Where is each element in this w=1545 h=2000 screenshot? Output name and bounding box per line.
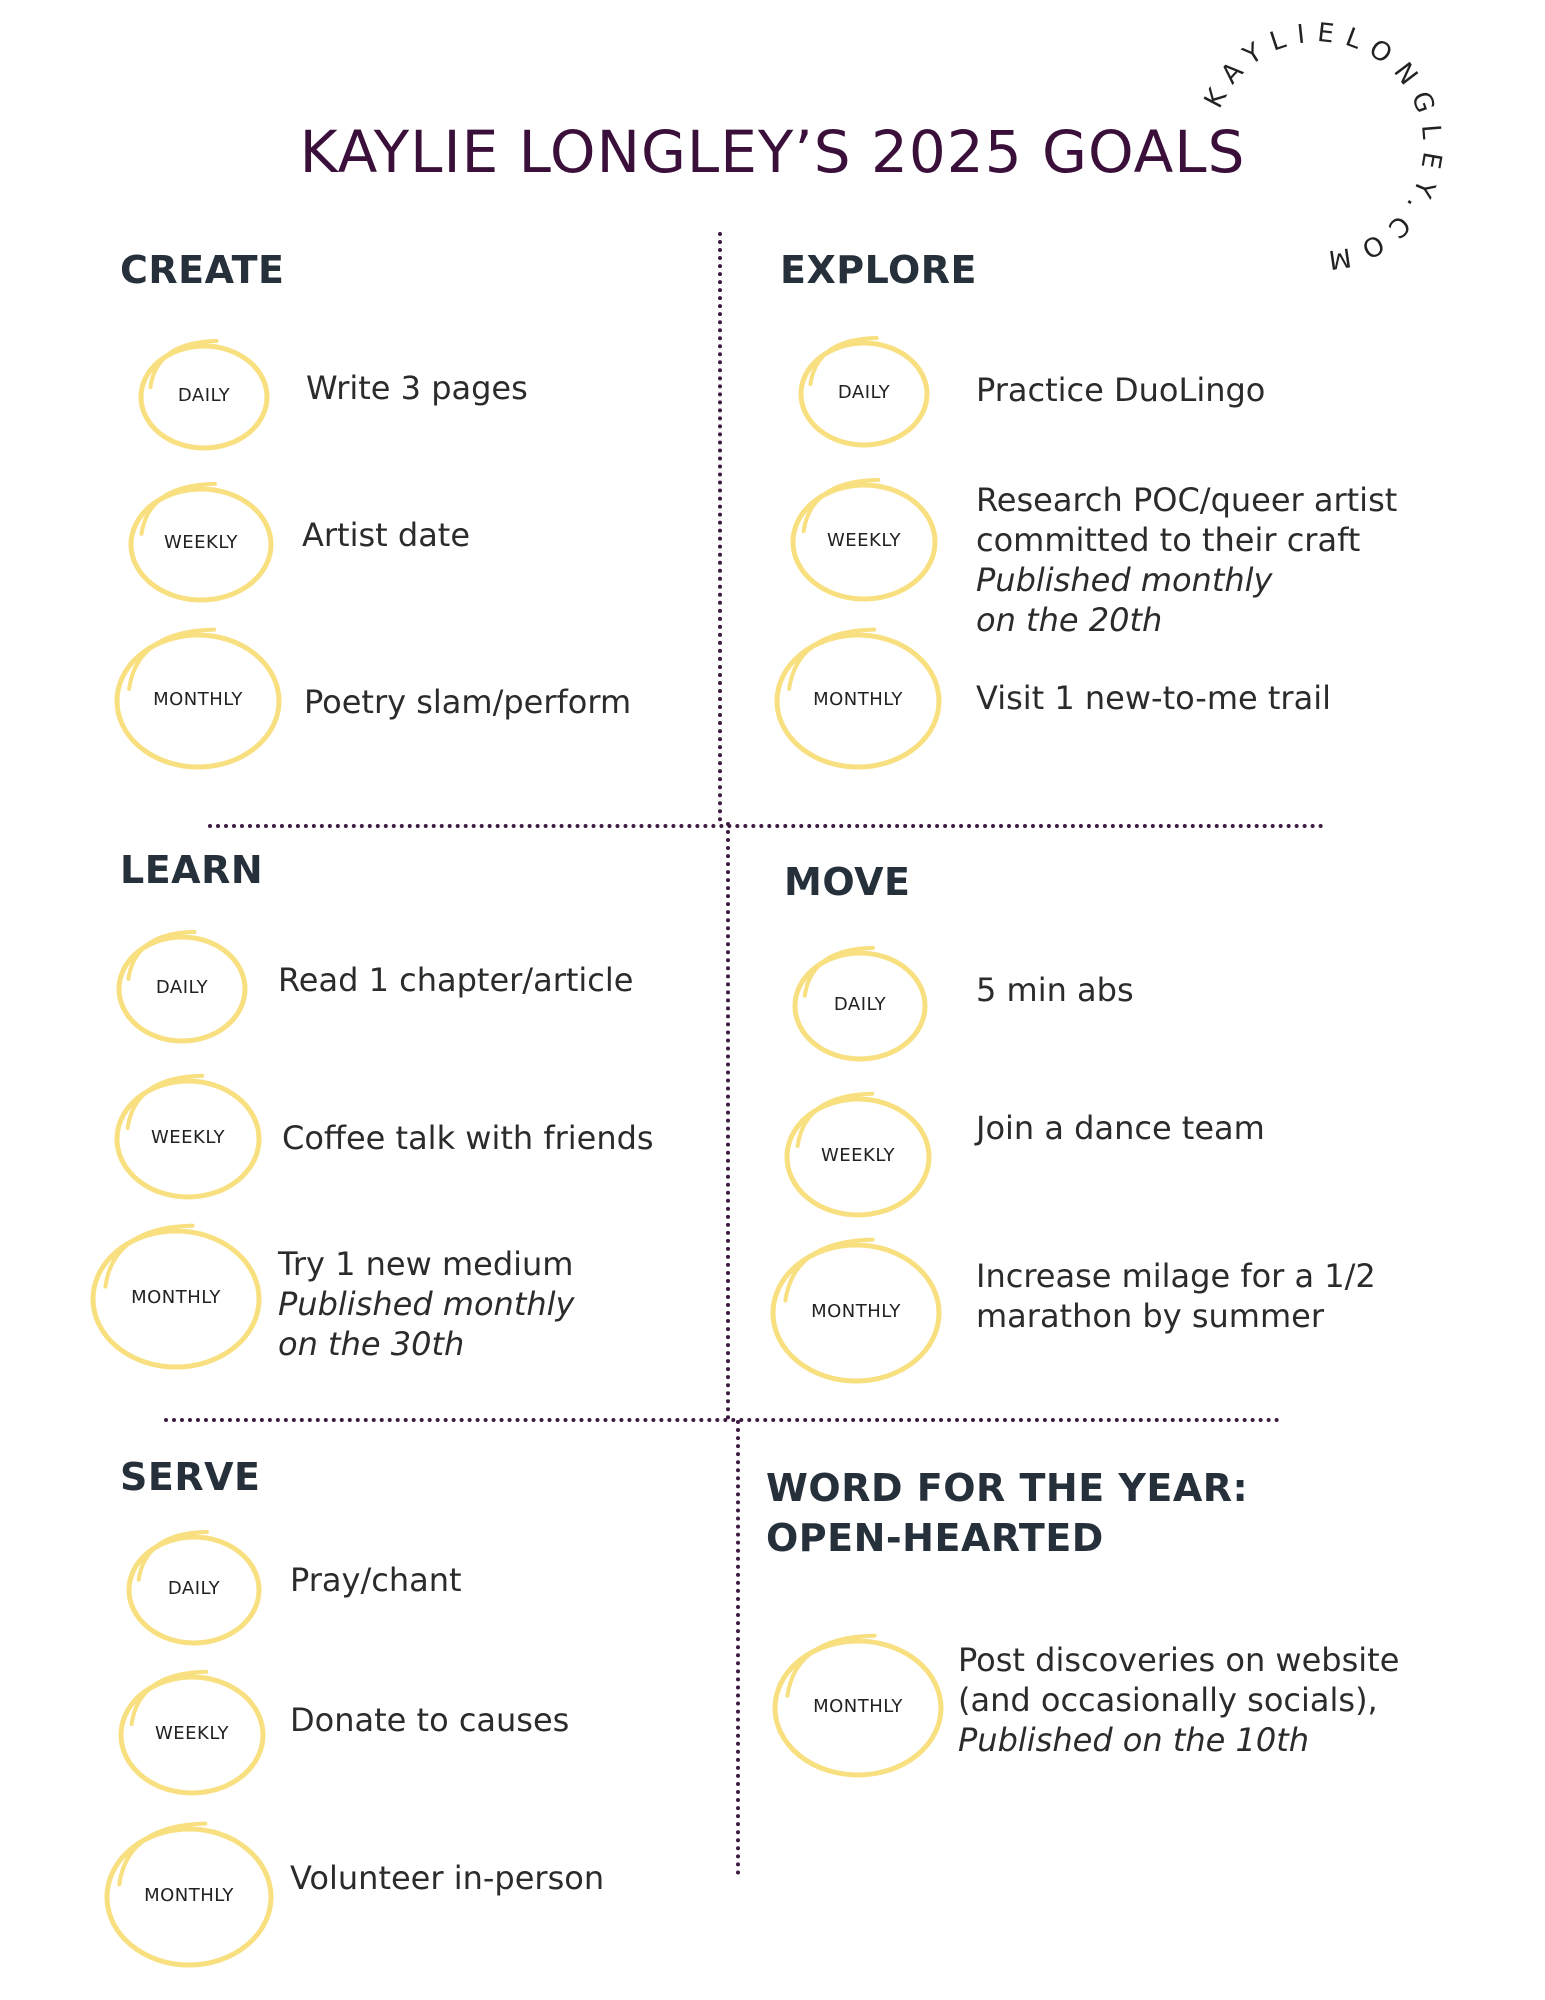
section-explore bbox=[780, 245, 977, 295]
frequency-label: MONTHLY bbox=[811, 1300, 901, 1322]
frequency-label: MONTHLY bbox=[144, 1884, 234, 1906]
frequency-label: WEEKLY bbox=[821, 1144, 895, 1166]
goal-text-line: Research POC/queer artist bbox=[976, 481, 1398, 519]
goal-note-line: Published on the 10th bbox=[958, 1721, 1310, 1759]
vertical-divider-top bbox=[718, 232, 722, 822]
frequency-ring bbox=[796, 334, 932, 450]
section-heading-word-line-1: WORD FOR THE YEAR: bbox=[766, 1466, 1249, 1510]
section-heading-explore: EXPLORE bbox=[780, 248, 977, 292]
page-title: KAYLIE LONGLEY’S 2025 GOALS bbox=[299, 118, 1246, 186]
frequency-label: DAILY bbox=[167, 1577, 221, 1599]
goal-text bbox=[976, 1256, 1376, 1336]
frequency-ring bbox=[790, 944, 930, 1064]
frequency-ring bbox=[102, 1820, 276, 1970]
frequency-label: DAILY bbox=[837, 381, 891, 403]
goal-text: Donate to causes bbox=[290, 1701, 570, 1739]
frequency-label: MONTHLY bbox=[131, 1286, 221, 1308]
frequency-ring bbox=[768, 1236, 944, 1386]
section-heading-learn: LEARN bbox=[120, 848, 264, 892]
goal-text bbox=[278, 1244, 574, 1364]
section-create bbox=[120, 245, 284, 295]
frequency-ring bbox=[112, 1072, 264, 1202]
goal-note-line: on the 30th bbox=[278, 1325, 465, 1363]
frequency-ring bbox=[126, 480, 276, 605]
goal-text: Coffee talk with friends bbox=[282, 1119, 654, 1157]
frequency-ring bbox=[124, 1528, 264, 1648]
frequency-label: WEEKLY bbox=[151, 1126, 225, 1148]
goal-text-line: (and occasionally socials), bbox=[958, 1681, 1378, 1719]
goal-text: Pray/chant bbox=[290, 1561, 462, 1599]
goal-text-line: Try 1 new medium bbox=[278, 1245, 574, 1283]
goal-text: Poetry slam/perform bbox=[304, 683, 632, 721]
frequency-label: MONTHLY bbox=[813, 1695, 903, 1717]
website-seal-logo bbox=[1170, 10, 1450, 290]
goal-note-line: Published monthly bbox=[278, 1285, 575, 1323]
goal-text-line: marathon by summer bbox=[976, 1297, 1324, 1335]
section-heading-move: MOVE bbox=[784, 860, 911, 904]
goal-text: Read 1 chapter/article bbox=[278, 961, 634, 999]
frequency-ring bbox=[88, 1222, 264, 1372]
section-learn bbox=[120, 845, 263, 895]
section-word-for-the-year bbox=[766, 1463, 1248, 1563]
frequency-label: MONTHLY bbox=[153, 688, 243, 710]
section-heading-create: CREATE bbox=[120, 248, 285, 292]
frequency-ring bbox=[782, 1090, 934, 1220]
goal-text-line: Increase milage for a 1/2 bbox=[976, 1257, 1376, 1295]
section-serve bbox=[120, 1452, 260, 1502]
frequency-label: DAILY bbox=[155, 976, 209, 998]
frequency-label: WEEKLY bbox=[827, 529, 901, 551]
frequency-ring bbox=[112, 626, 284, 772]
goal-text: Join a dance team bbox=[976, 1109, 1265, 1147]
section-move bbox=[784, 857, 910, 907]
frequency-ring bbox=[772, 626, 944, 772]
goal-text: 5 min abs bbox=[976, 971, 1134, 1009]
frequency-label: WEEKLY bbox=[164, 532, 238, 553]
vertical-divider-bottom bbox=[736, 1420, 740, 1875]
goal-text: Artist date bbox=[302, 516, 471, 554]
goal-text: Volunteer in-person bbox=[290, 1859, 605, 1897]
svg-text:KAYLIELONGLEY.COM: KAYLIELONGLEY.COM bbox=[1198, 17, 1448, 276]
goal-note-line: on the 20th bbox=[976, 601, 1163, 639]
goal-text bbox=[976, 480, 1397, 640]
goal-text: Practice DuoLingo bbox=[976, 371, 1266, 409]
goal-text-line: Post discoveries on website bbox=[958, 1641, 1400, 1679]
goal-text-line: committed to their craft bbox=[976, 521, 1361, 559]
frequency-label: WEEKLY bbox=[155, 1722, 229, 1744]
frequency-label: DAILY bbox=[177, 384, 231, 406]
frequency-ring bbox=[770, 1632, 946, 1780]
vertical-divider-middle bbox=[726, 822, 730, 1420]
horizontal-divider-1 bbox=[208, 824, 1324, 828]
goal-text bbox=[958, 1640, 1399, 1760]
goal-text: Visit 1 new-to-me trail bbox=[976, 679, 1331, 717]
horizontal-divider-2 bbox=[164, 1418, 1280, 1422]
frequency-ring bbox=[788, 476, 940, 604]
frequency-label: MONTHLY bbox=[813, 688, 903, 710]
goal-note-line: Published monthly bbox=[976, 561, 1273, 599]
frequency-ring bbox=[114, 928, 250, 1046]
frequency-ring bbox=[136, 337, 272, 453]
goal-text: Write 3 pages bbox=[306, 369, 528, 407]
section-heading-serve: SERVE bbox=[120, 1455, 261, 1499]
frequency-label: DAILY bbox=[833, 993, 887, 1015]
frequency-ring bbox=[116, 1668, 268, 1798]
section-heading-word-line-2: OPEN-HEARTED bbox=[766, 1516, 1104, 1560]
